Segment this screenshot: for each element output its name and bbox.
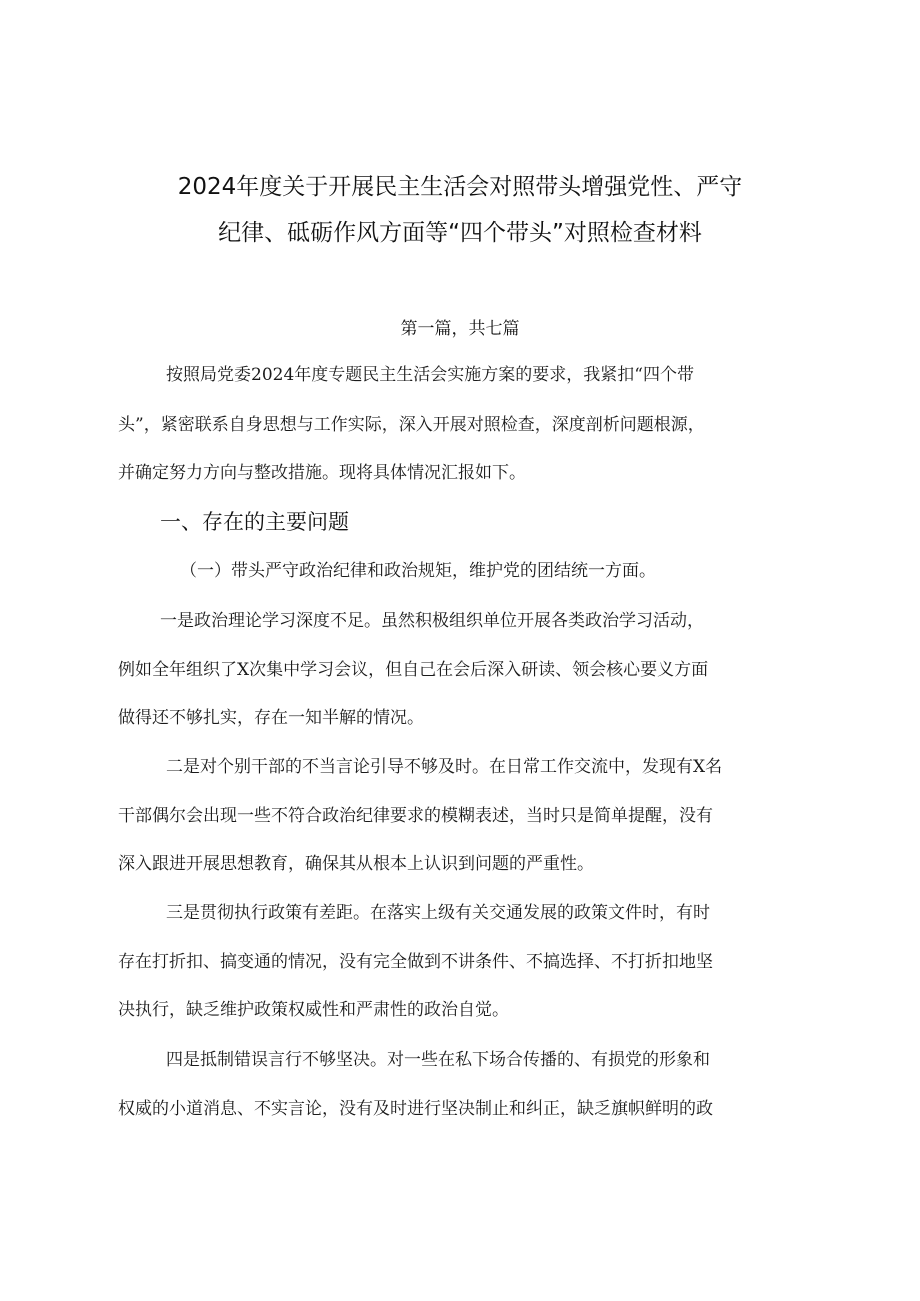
point-4-line-2: 权威的小道消息、不实言论，没有及时进行坚决制止和纠正，缺乏旗帜鲜明的政: [118, 1099, 713, 1119]
document-title-line-2: 纪律、砥砺作风方面等“四个带头”对照检查材料: [218, 220, 702, 246]
document-title-line-1: 2024年度关于开展民主生活会对照带头增强党性、严守: [177, 174, 743, 200]
intro-line-2: 头”，紧密联系自身思想与工作实际，深入开展对照检查，深度剖析问题根源，: [118, 415, 705, 435]
intro-line-1: 按照局党委2024年度专题民主生活会实施方案的要求，我紧扣“四个带: [166, 365, 694, 385]
document-subtitle: 第一篇，共七篇: [400, 319, 520, 339]
point-3-line-3: 决执行，缺乏维护政策权威性和严肃性的政治自觉。: [118, 1000, 509, 1020]
point-1-line-2: 例如全年组织了X次集中学习会议，但自己在会后深入研读、领会核心要义方面: [118, 660, 709, 680]
point-1-line-3: 做得还不够扎实，存在一知半解的情况。: [118, 708, 424, 728]
intro-line-3: 并确定努力方向与整改措施。现将具体情况汇报如下。: [118, 463, 526, 483]
point-3-line-2: 存在打折扣、搞变通的情况，没有完全做到不讲条件、不搞选择、不打折扣地坚: [118, 952, 713, 972]
point-2-line-2: 干部偶尔会出现一些不符合政治纪律要求的模糊表述，当时只是简单提醒，没有: [118, 806, 713, 826]
section-heading-1: 一、存在的主要问题: [160, 510, 349, 534]
point-4-line-1: 四是抵制错误言行不够坚决。对一些在私下场合传播的、有损党的形象和: [166, 1050, 710, 1070]
subsection-heading-1: （一）带头严守政治纪律和政治规矩，维护党的团结统一方面。: [180, 561, 656, 581]
point-2-line-3: 深入跟进开展思想教育，确保其从根本上认识到问题的严重性。: [118, 854, 594, 874]
point-2-line-1: 二是对个别干部的不当言论引导不够及时。在日常工作交流中，发现有X名: [166, 757, 723, 777]
point-1-line-1: 一是政治理论学习深度不足。虽然积极组织单位开展各类政治学习活动，: [160, 611, 704, 631]
point-3-line-1: 三是贯彻执行政策有差距。在落实上级有关交通发展的政策文件时，有时: [166, 903, 710, 923]
